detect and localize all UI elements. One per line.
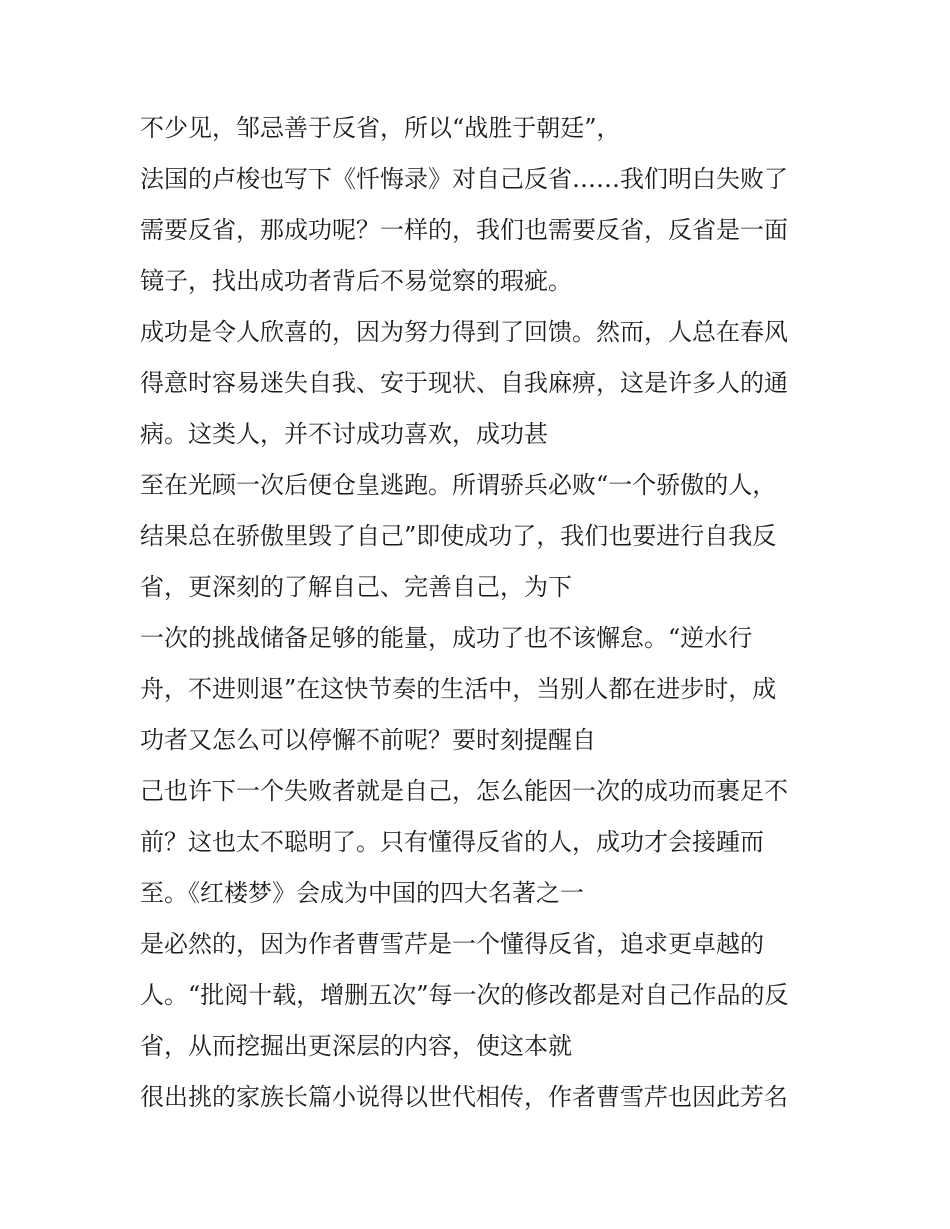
text-line-8: 至在光顾一次后便仓皇逃跑。所谓骄兵必败“一个骄傲的人， — [140, 471, 777, 499]
text-line-2: 法国的卢梭也写下《忏悔录》对自己反省……我们明白失败了 — [140, 165, 788, 193]
text-line-18: 人。“批阅十载，增删五次”每一次的修改都是对自己作品的反 — [140, 981, 789, 1009]
text-line-6: 得意时容易迷失自我、安于现状、自我麻痹，这是许多人的通 — [140, 369, 788, 397]
text-line-15: 前？这也太不聪明了。只有懂得反省的人，成功才会接踵而 — [140, 828, 764, 856]
text-line-7: 病。这类人，并不讨成功喜欢，成功甚 — [140, 420, 548, 448]
text-line-12: 舟，不进则退”在这快节奏的生活中，当别人都在进步时，成 — [140, 675, 777, 703]
text-line-16: 至。《红楼梦》会成为中国的四大名著之一 — [140, 879, 584, 907]
text-line-13: 功者又怎么可以停懈不前呢？要时刻提醒自 — [140, 726, 596, 754]
essay-text-block — [140, 103, 840, 1123]
text-line-19: 省，从而挖掘出更深层的内容，使这本就 — [140, 1032, 572, 1060]
text-line-1: 不少见，邹忌善于反省，所以“战胜于朝廷”， — [140, 114, 621, 142]
text-line-11: 一次的挑战储备足够的能量，成功了也不该懈怠。“逆水行 — [140, 624, 753, 652]
text-line-3: 需要反省，那成功呢？一样的，我们也需要反省，反省是一面 — [140, 216, 788, 244]
text-line-17: 是必然的，因为作者曹雪芹是一个懂得反省，追求更卓越的 — [140, 930, 764, 958]
text-line-10: 省，更深刻的了解自己、完善自己，为下 — [140, 573, 572, 601]
text-line-9: 结果总在骄傲里毁了自己”即使成功了，我们也要进行自我反 — [140, 522, 777, 550]
text-line-14: 己也许下一个失败者就是自己，怎么能因一次的成功而裹足不 — [140, 777, 788, 805]
text-line-5: 成功是令人欣喜的，因为努力得到了回馈。然而，人总在春风 — [140, 318, 788, 346]
text-line-20: 很出挑的家族长篇小说得以世代相传，作者曹雪芹也因此芳名 — [140, 1083, 788, 1111]
text-line-4: 镜子，找出成功者背后不易觉察的瑕疵。 — [140, 267, 572, 295]
